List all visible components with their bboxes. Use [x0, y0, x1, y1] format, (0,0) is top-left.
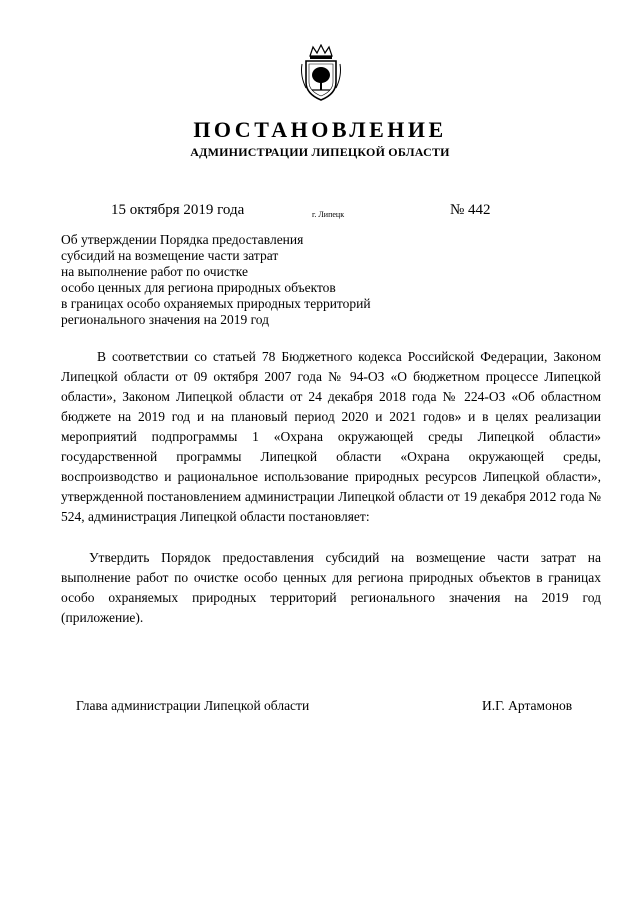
decree-date: 15 октября 2019 года — [111, 202, 245, 218]
decree-subject-line: субсидий на возмещение части затрат — [61, 248, 279, 263]
decree-subject-line: Об утверждении Порядка предоставления — [61, 232, 304, 247]
issuing-authority: АДМИНИСТРАЦИИ ЛИПЕЦКОЙ ОБЛАСТИ — [190, 145, 450, 159]
decree-subject-line: в границах особо охраняемых природных территорий — [61, 296, 371, 311]
preamble-paragraph: В соответствии со статьей 78 Бюджетного кодекса Российской Федерации, Законом Липецкой области от 09 октября 2007 года № 94-ОЗ «О бюджетном процессе Липецкой области», Законом Липецкой области от 24 декабря 2018 года № 224-ОЗ «Об областном бюджете на 2019 год и на плановый период 2020 и 2021 годов» и в целях реализации мероприятий подпрограммы 1 «Охрана окружающей среды Липецкой области» государственной программы Липецкой области «Охрана окружающей среды, воспроизводство и рациональное использование природных ресурсов Липецкой области», утвержденной постановлением администрации Липецкой области от 19 декабря 2012 года № 524, администрация Липецкой области постановляет: — [61, 349, 601, 524]
decree-subject-line: регионального значения на 2019 год — [61, 312, 270, 327]
signatory-position: Глава администрации Липецкой области — [76, 698, 310, 713]
document-title: ПОСТАНОВЛЕНИЕ — [193, 117, 447, 142]
decree-subject-line: особо ценных для региона природных объектов — [61, 280, 336, 295]
decree-subject-line: на выполнение работ по очистке — [61, 264, 248, 279]
resolution-paragraph: Утвердить Порядок предоставления субсидий на возмещение части затрат на выполнение работ по очистке особо ценных для региона природных объектов в границах особо охраняемых природных территорий регионального значения на 2019 год (приложение). — [61, 550, 601, 625]
decree-subject — [61, 232, 421, 328]
decree-number: № 442 — [450, 202, 491, 218]
decree-place: г. Липецк — [312, 210, 345, 219]
coat-of-arms-icon — [298, 44, 344, 102]
signatory-name: И.Г. Артамонов — [482, 698, 573, 713]
